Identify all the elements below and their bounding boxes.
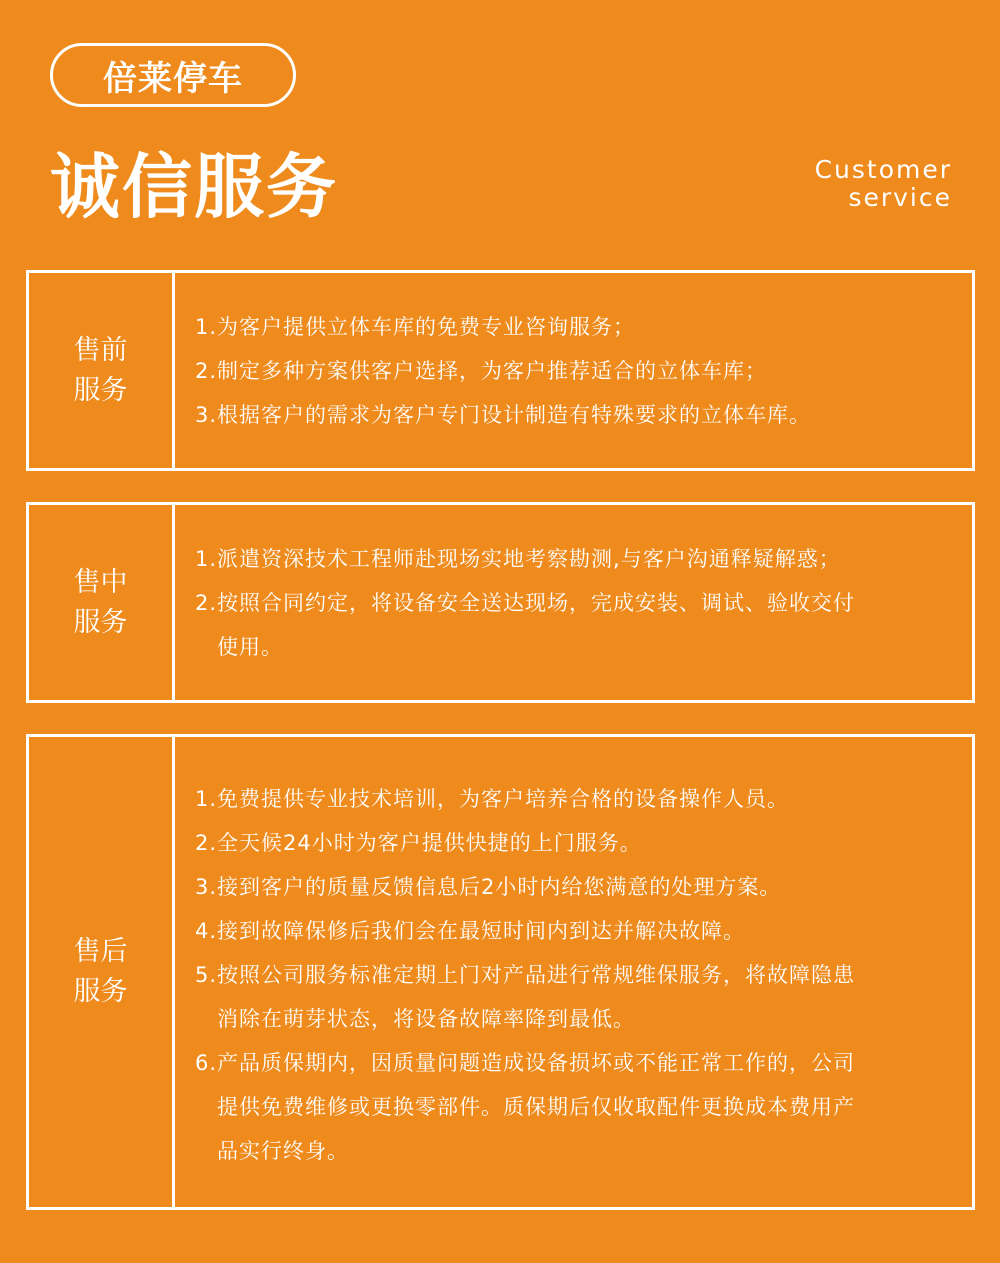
section-body xyxy=(175,273,972,468)
item-text-line: 接到客户的质量反馈信息后2小时内给您满意的处理方案。 xyxy=(217,875,782,899)
subtitle-line: service xyxy=(848,183,952,212)
item-text xyxy=(217,1041,855,1173)
section-label xyxy=(29,273,175,468)
subtitle-line: Customer xyxy=(814,155,952,184)
section-after-sale xyxy=(26,734,975,1210)
item-text xyxy=(217,953,855,1041)
item-text xyxy=(217,581,855,669)
item-text-line: 按照公司服务标准定期上门对产品进行常规维保服务，将故障隐患 xyxy=(217,963,856,987)
item-text-line: 按照合同约定，将设备安全送达现场，完成安装、调试、验收交付 xyxy=(217,590,856,615)
item-number: 2. xyxy=(195,590,218,615)
section-in-sale xyxy=(26,502,975,703)
list-item xyxy=(195,777,954,821)
page-title: 诚信服务 xyxy=(50,146,338,228)
item-text-line: 接到故障保修后我们会在最短时间内到达并解决故障。 xyxy=(217,919,746,943)
section-label-line: 服务 xyxy=(73,374,128,406)
item-number: 2. xyxy=(195,358,218,383)
brand-name: 倍莱停车 xyxy=(103,58,243,99)
section-label-line: 售中 xyxy=(73,566,128,598)
section-label xyxy=(29,737,175,1207)
item-text-line: 派遣资深技术工程师赴现场实地考察勘测,与客户沟通释疑解惑； xyxy=(217,546,841,571)
item-text xyxy=(217,537,841,581)
list-item xyxy=(195,821,954,865)
item-text xyxy=(217,865,781,909)
section-label-line: 售后 xyxy=(73,936,128,967)
item-text-line: 全天候24小时为客户提供快捷的上门服务。 xyxy=(217,831,642,855)
list-item xyxy=(195,581,954,669)
item-text xyxy=(217,821,642,865)
item-text xyxy=(217,349,767,393)
item-text-line: 根据客户的需求为客户专门设计制造有特殊要求的立体车库。 xyxy=(217,402,812,427)
section-body xyxy=(175,737,972,1207)
item-text-line: 免费提供专业技术培训，为客户培养合格的设备操作人员。 xyxy=(217,787,790,811)
item-number: 3. xyxy=(195,402,218,427)
list-item xyxy=(195,349,954,393)
section-label xyxy=(29,505,175,700)
item-number: 1. xyxy=(195,314,218,339)
item-text-line: 使用。 xyxy=(217,634,284,659)
section-label-line: 服务 xyxy=(73,976,128,1007)
item-number: 1. xyxy=(195,787,218,811)
item-number: 1. xyxy=(195,546,218,571)
section-label-line: 服务 xyxy=(73,606,128,638)
page-subtitle xyxy=(815,156,952,212)
list-item xyxy=(195,305,954,349)
item-number: 6. xyxy=(195,1051,218,1075)
list-item xyxy=(195,393,954,437)
list-item xyxy=(195,953,954,1041)
item-number: 3. xyxy=(195,875,218,899)
item-text-line: 制定多种方案供客户选择，为客户推荐适合的立体车库； xyxy=(217,358,768,383)
item-text xyxy=(217,393,811,437)
item-text-line: 品实行终身。 xyxy=(217,1139,350,1163)
list-item xyxy=(195,1041,954,1173)
item-text-line: 为客户提供立体车库的免费专业咨询服务； xyxy=(217,314,636,339)
item-text-line: 消除在萌芽状态，将设备故障率降到最低。 xyxy=(217,1007,636,1031)
section-body xyxy=(175,505,972,700)
item-number: 5. xyxy=(195,963,218,987)
list-item xyxy=(195,865,954,909)
item-text-line: 提供免费维修或更换零部件。质保期后仅收取配件更换成本费用产 xyxy=(217,1095,856,1119)
item-text xyxy=(217,305,635,349)
list-item xyxy=(195,537,954,581)
list-item xyxy=(195,909,954,953)
item-text xyxy=(217,777,789,821)
item-number: 4. xyxy=(195,919,218,943)
section-pre-sale xyxy=(26,270,975,471)
brand-badge xyxy=(50,43,296,107)
item-text-line: 产品质保期内，因质量问题造成设备损坏或不能正常工作的，公司 xyxy=(217,1051,856,1075)
section-label-line: 售前 xyxy=(73,334,128,366)
item-text xyxy=(217,909,745,953)
item-number: 2. xyxy=(195,831,218,855)
